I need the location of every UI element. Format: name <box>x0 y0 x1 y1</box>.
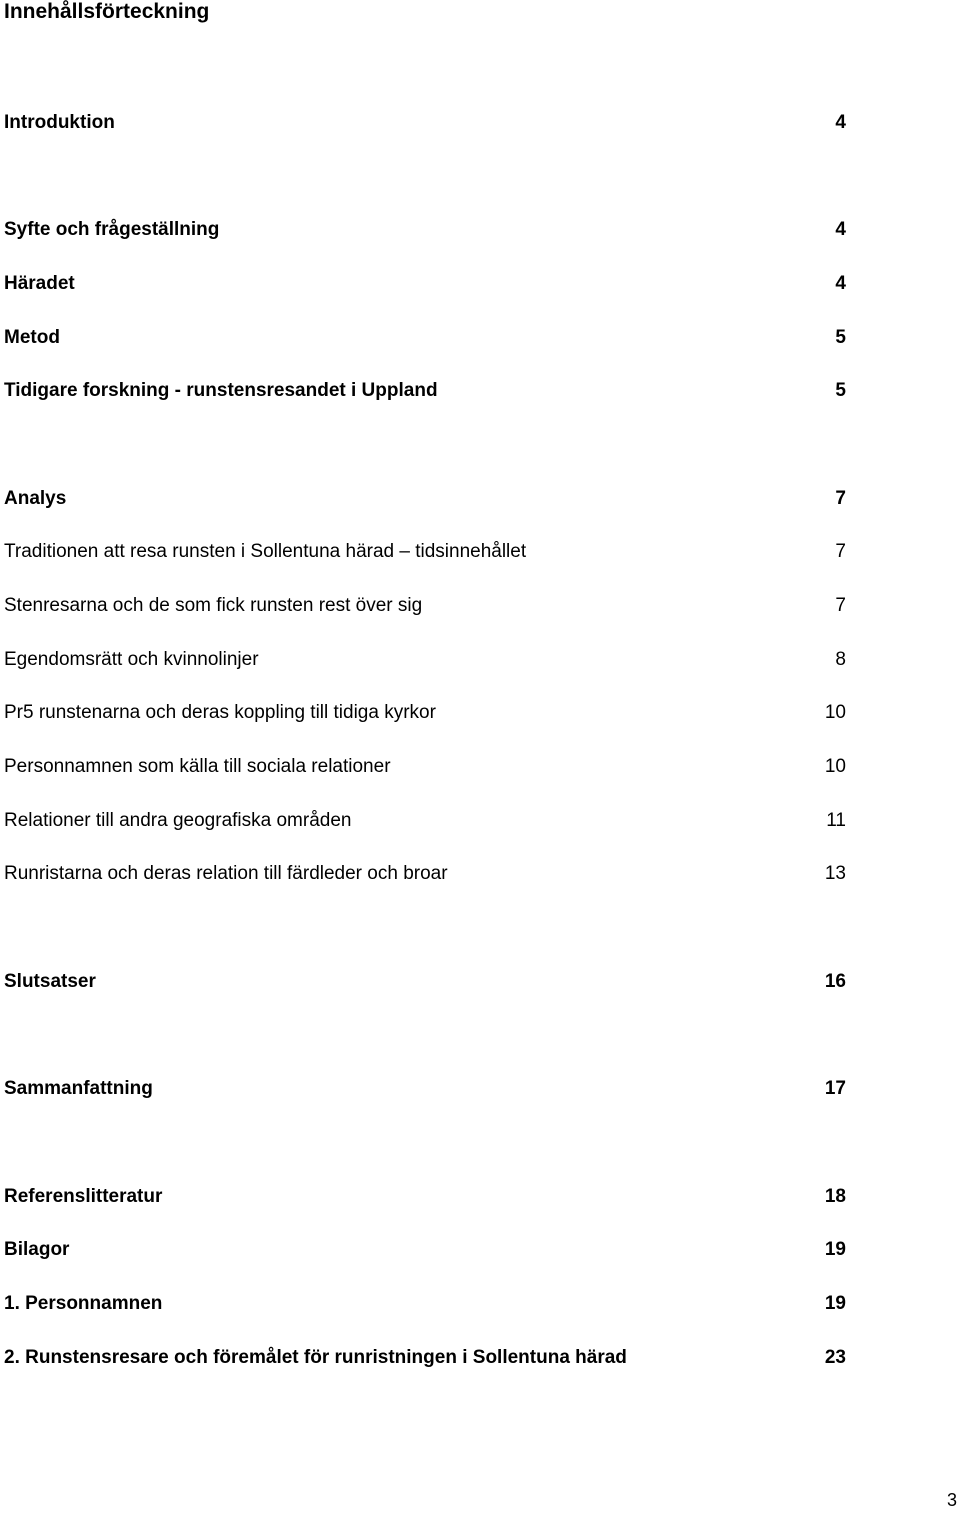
toc-entry-label: Analys <box>4 488 67 509</box>
toc-entry-page: 19 <box>824 1293 846 1314</box>
toc-entry-label: Personnamnen som källa till sociala relationer <box>4 756 391 777</box>
toc-entry-page: 16 <box>824 971 846 992</box>
toc-entry-page: 10 <box>824 702 846 723</box>
page-title: Innehållsförteckning <box>4 0 210 23</box>
toc-entry <box>4 110 846 136</box>
toc-entry-page: 4 <box>835 112 846 133</box>
toc-entry-label: Metod <box>4 327 60 348</box>
toc-entry <box>4 647 846 673</box>
toc-entry <box>4 1291 846 1317</box>
toc-entry-page: 7 <box>835 541 846 562</box>
toc-entry-label: Egendomsrätt och kvinnolinjer <box>4 649 259 670</box>
toc-entry-label: 2. Runstensresare och föremålet för runristningen i Sollentuna härad <box>4 1347 627 1368</box>
toc-entry-label: Bilagor <box>4 1239 70 1260</box>
toc-entry-page: 8 <box>835 649 846 670</box>
toc-entry-label: Syfte och frågeställning <box>4 219 220 240</box>
toc-entry <box>4 700 846 726</box>
toc-entry-page: 7 <box>835 595 846 616</box>
toc-entry <box>4 1184 846 1210</box>
toc-entry-label: Traditionen att resa runsten i Sollentuna härad – tidsinnehållet <box>4 541 527 562</box>
toc-entry-page: 4 <box>835 219 846 240</box>
toc-entry <box>4 969 846 995</box>
toc-entry-label: Introduktion <box>4 112 115 133</box>
toc-entry <box>4 808 846 834</box>
toc-entry-page: 17 <box>824 1078 846 1099</box>
toc-entry-page: 23 <box>824 1347 846 1368</box>
page-number: 3 <box>946 1490 957 1510</box>
toc-entry-page: 10 <box>824 756 846 777</box>
toc-entry <box>4 1345 846 1371</box>
toc-entry-page: 5 <box>835 380 846 401</box>
toc-entry-label: Stenresarna och de som fick runsten rest över sig <box>4 595 423 616</box>
toc-entry-label: Slutsatser <box>4 971 96 992</box>
toc-entry <box>4 271 846 297</box>
toc-entry-page: 18 <box>824 1186 846 1207</box>
toc-entry-page: 5 <box>835 327 846 348</box>
toc-entry <box>4 486 846 512</box>
toc-entry-page: 13 <box>824 863 846 884</box>
toc-entry-label: Referenslitteratur <box>4 1186 163 1207</box>
toc-entry <box>4 1237 846 1263</box>
toc-entry <box>4 217 846 243</box>
toc-entry <box>4 754 846 780</box>
toc-entry <box>4 325 846 351</box>
toc-entry <box>4 861 846 887</box>
toc-entry <box>4 378 846 404</box>
toc-entry-label: Runristarna och deras relation till färdleder och broar <box>4 863 448 884</box>
toc-entry-label: 1. Personnamnen <box>4 1293 163 1314</box>
toc-entry-page: 4 <box>835 273 846 294</box>
toc-entry-label: Tidigare forskning - runstensresandet i Uppland <box>4 380 438 401</box>
toc-entry-page: 7 <box>835 488 846 509</box>
toc-entry <box>4 593 846 619</box>
toc-entry-page: 19 <box>824 1239 846 1260</box>
toc-entry-page: 11 <box>826 810 846 831</box>
toc-entry <box>4 1076 846 1102</box>
toc-entry-label: Häradet <box>4 273 75 294</box>
toc-entry <box>4 539 846 565</box>
toc-entry-label: Pr5 runstenarna och deras koppling till tidiga kyrkor <box>4 702 436 723</box>
toc-entry-label: Sammanfattning <box>4 1078 153 1099</box>
toc-entry-label: Relationer till andra geografiska områden <box>4 810 352 831</box>
